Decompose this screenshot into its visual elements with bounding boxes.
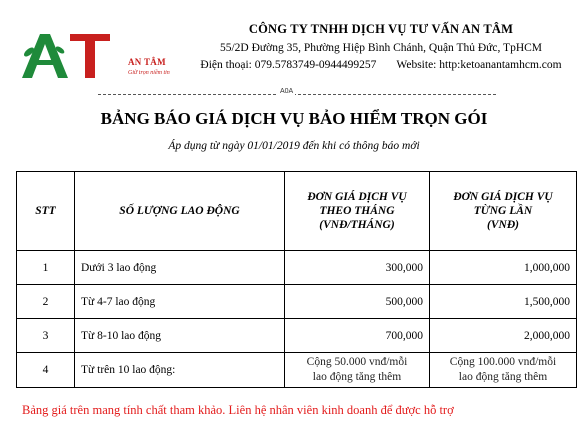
table-row	[17, 285, 577, 319]
header-quantity: SỐ LƯỢNG LAO ĐỘNG	[75, 172, 285, 251]
logo-letters: AT	[20, 30, 22, 31]
cell-per-time-note	[430, 353, 577, 388]
company-address: 55/2D Đường 35, Phường Hiệp Bình Chánh, Quận Thủ Đức, TpHCM	[219, 42, 543, 54]
cell-quantity: Từ 4-7 lao động	[75, 285, 285, 319]
per-time-note-line-2: lao động tăng thêm	[458, 371, 548, 383]
company-website: Website: http:ketoanantamhcm.com	[396, 59, 562, 71]
page-subtitle: Áp dụng từ ngày 01/01/2019 đến khi có thông báo mới	[168, 140, 420, 152]
footer-note: Bảng giá trên mang tính chất tham khảo. Liên hệ nhân viên kinh doanh để được hỗ trợ	[22, 403, 454, 417]
cell-stt: 4	[17, 353, 75, 388]
header-monthly-line-3: (VNĐ/THÁNG)	[319, 219, 395, 231]
table-row	[17, 251, 577, 285]
cell-per-time-price: 2,000,000	[430, 319, 577, 353]
monthly-note-line-2: lao động tăng thêm	[312, 371, 402, 383]
cell-monthly-price: 500,000	[285, 285, 430, 319]
logo-letters-graphic	[20, 30, 130, 80]
table-row	[17, 353, 577, 388]
cell-per-time-price: 1,500,000	[430, 285, 577, 319]
divider-code: A0A	[280, 88, 294, 95]
header-per-time-line-1: ĐƠN GIÁ DỊCH VỤ	[453, 191, 553, 203]
table-row	[17, 319, 577, 353]
company-logo	[20, 30, 190, 80]
cell-quantity: Dưới 3 lao động	[75, 251, 285, 285]
header-monthly-price	[285, 172, 430, 251]
page-title: BẢNG BÁO GIÁ DỊCH VỤ BẢO HIỂM TRỌN GÓI	[100, 109, 488, 128]
company-contact	[186, 59, 576, 71]
monthly-note-line-1: Cộng 50.000 vnđ/mỗi	[306, 356, 408, 368]
cell-quantity: Từ trên 10 lao động:	[75, 353, 285, 388]
cell-stt: 3	[17, 319, 75, 353]
header-per-time-price	[430, 172, 577, 251]
header-per-time-line-2: TỪNG LẦN	[473, 205, 533, 217]
header-monthly-line-2: THEO THÁNG	[319, 205, 395, 217]
cell-stt: 1	[17, 251, 75, 285]
company-phone: Điện thoại: 079.5783749-0944499257	[200, 59, 377, 71]
cell-per-time-price: 1,000,000	[430, 251, 577, 285]
header-divider	[98, 94, 496, 95]
company-name: CÔNG TY TNHH DỊCH VỤ TƯ VẤN AN TÂM	[248, 22, 514, 36]
cell-monthly-note	[285, 353, 430, 388]
company-header	[186, 22, 576, 71]
per-time-note-line-1: Cộng 100.000 vnđ/mỗi	[449, 356, 557, 368]
header-stt: STT	[17, 172, 75, 251]
header-monthly-line-1: ĐƠN GIÁ DỊCH VỤ	[307, 191, 407, 203]
table-header-row	[17, 172, 577, 251]
cell-stt: 2	[17, 285, 75, 319]
header-per-time-line-3: (VNĐ)	[487, 219, 519, 231]
logo-name: AN TÂM	[128, 57, 166, 67]
cell-monthly-price: 700,000	[285, 319, 430, 353]
cell-quantity: Từ 8-10 lao động	[75, 319, 285, 353]
price-table	[16, 171, 577, 388]
cell-monthly-price: 300,000	[285, 251, 430, 285]
logo-slogan: Giữ trọn niềm tin	[128, 70, 170, 76]
